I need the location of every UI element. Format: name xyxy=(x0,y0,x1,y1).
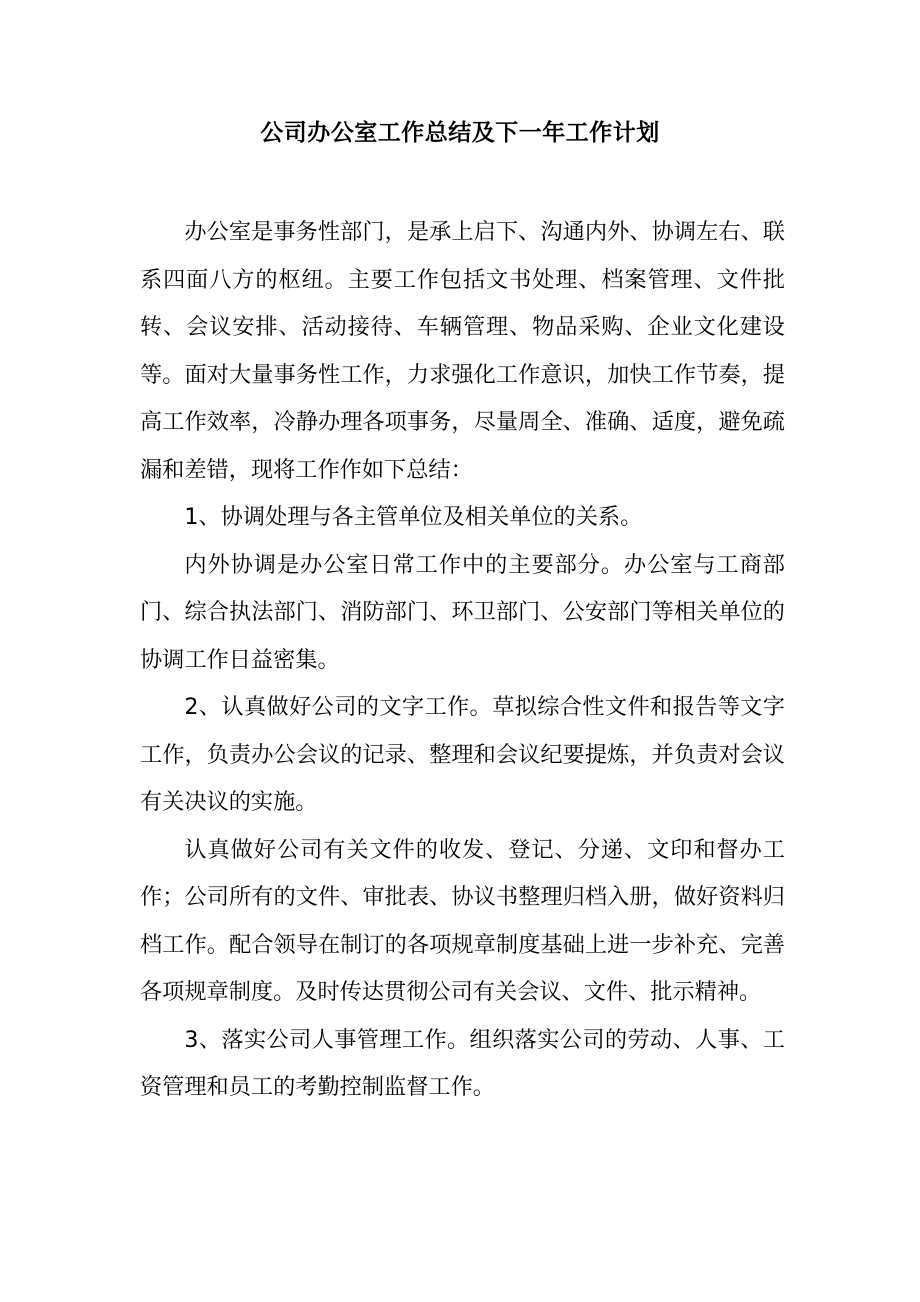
section-heading-1: 1、协调处理与各主管单位及相关单位的关系。 xyxy=(184,504,643,530)
section-heading-2: 2、认真做好公司的文字工作。草拟综合性文件和报告等文字工作，负责办公会议的记录、整理和会议纪要提炼，并负责对会议有关决议的实施。 xyxy=(140,694,785,815)
section-1-paragraph: 内外协调是办公室日常工作中的主要部分。办公室与工商部门、综合执法部门、消防部门、环卫部门、公安部门等相关单位的协调工作日益密集。 xyxy=(140,551,785,673)
section-heading-3: 3、落实公司人事管理工作。组织落实公司的劳动、人事、工资管理和员工的考勤控制监督工作。 xyxy=(140,1026,785,1100)
document-title: 公司办公室工作总结及下一年工作计划 xyxy=(260,120,660,146)
section-2-paragraph: 认真做好公司有关文件的收发、登记、分递、文印和督办工作；公司所有的文件、审批表、协议书整理归档入册，做好资料归档工作。配合领导在制订的各项规章制度基础上进一步补充、完善各项规章制度。及时传达贯彻公司有关会议、文件、批示精神。 xyxy=(140,836,785,1005)
document-body xyxy=(140,209,785,1112)
intro-paragraph: 办公室是事务性部门，是承上启下、沟通内外、协调左右、联系四面八方的枢纽。主要工作包括文书处理、档案管理、文件批转、会议安排、活动接待、车辆管理、物品采购、企业文化建设等。面对大量事务性工作，力求强化工作意识，加快工作节奏，提高工作效率，冷静办理各项事务，尽量周全、准确、适度，避免疏漏和差错，现将工作作如下总结： xyxy=(140,219,785,483)
